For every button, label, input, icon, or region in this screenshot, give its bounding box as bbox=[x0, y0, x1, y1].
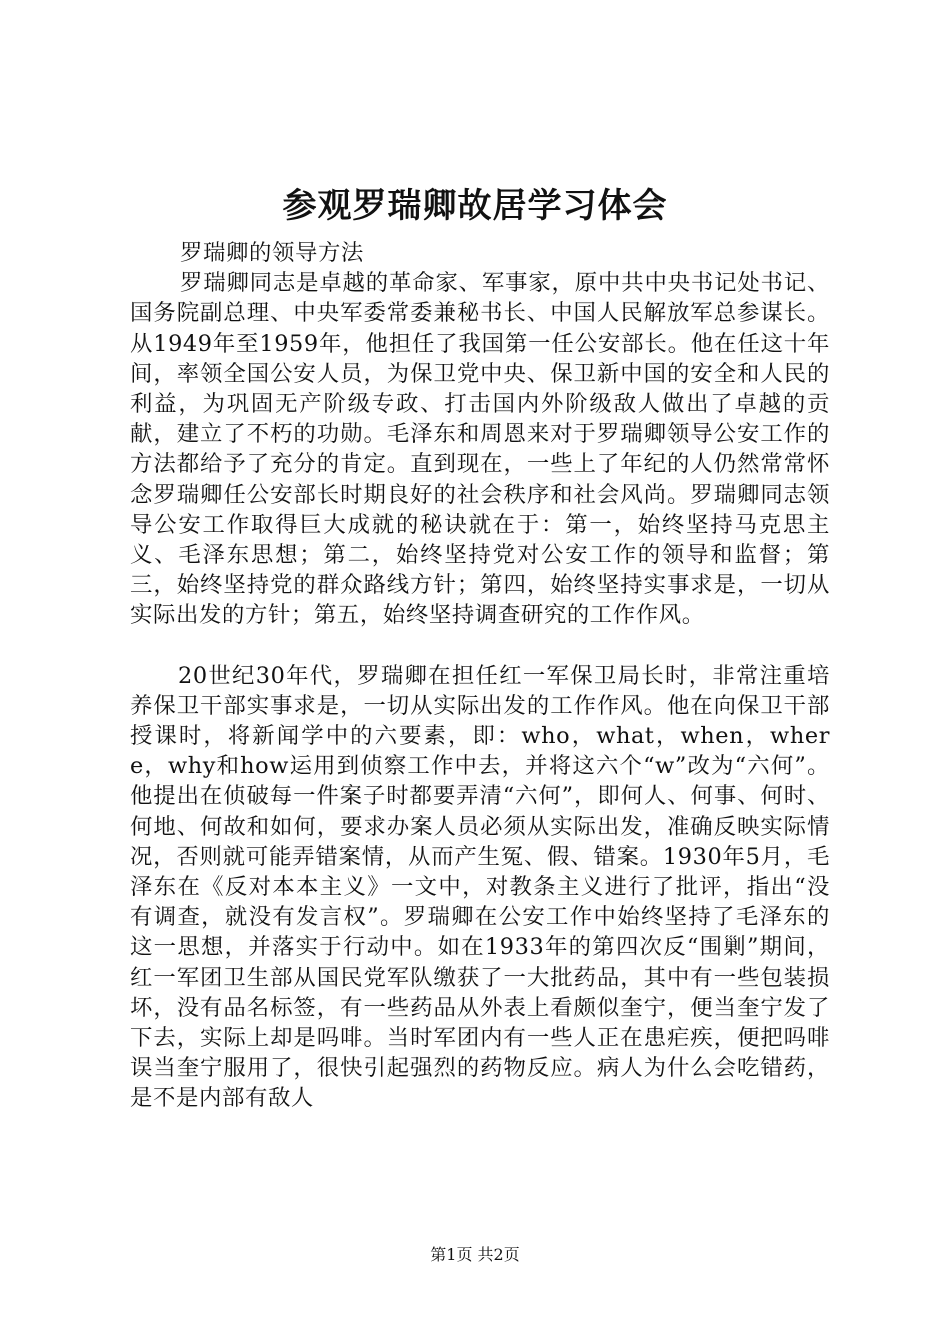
page-footer: 第1页 共2页 bbox=[430, 1245, 520, 1264]
body-paragraph-2: 20世纪30年代，罗瑞卿在担任红一军保卫局长时，非常注重培养保卫干部实事求是，一切从实际出发的工作作风。他在向保卫干部授课时，将新闻学中的六要素，即：who，what，when，where，why和how运用到侦察工作中去，并将这六个“w”改为“六何”。他提出在侦破每一件案子时都要弄清“六何”，即何人、何事、何时、何地、何故和如何，要求办案人员必须从实际出发，准确反映实际情况，否则就可能弄错案情，从而产生冤、假、错案。1930年5月，毛泽东在《反对本本主义》一文中，对教条主义进行了批评，指出“没有调查，就没有发言权”。罗瑞卿在公安工作中始终坚持了毛泽东的这一思想，并落实于行动中。如在1933年的第四次反“围剿”期间，红一军团卫生部从国民党军队缴获了一大批药品，其中有一些包装损坏，没有品名标签，有一些药品从外表上看颇似奎宁，便当奎宁发了下去，实际上却是吗啡。当时军团内有一些人正在患疟疾，便把吗啡误当奎宁服用了，很快引起强烈的药物反应。病人为什么会吃错药，是不是内部有敌人 bbox=[130, 662, 830, 1112]
section-subheading: 罗瑞卿的领导方法 bbox=[180, 240, 364, 266]
body-paragraph-1: 罗瑞卿同志是卓越的革命家、军事家，原中共中央书记处书记、国务院副总理、中央军委常委兼秘书长、中国人民解放军总参谋长。从1949年至1959年，他担任了我国第一任公安部长。他在任这十年间，率领全国公安人员，为保卫党中央、保卫新中国的安全和人民的利益，为巩固无产阶级专政、打击国内外阶级敌人做出了卓越的贡献，建立了不朽的功勋。毛泽东和周恩来对于罗瑞卿领导公安工作的方法都给予了充分的肯定。直到现在，一些上了年纪的人仍然常常怀念罗瑞卿任公安部长时期良好的社会秩序和社会风尚。罗瑞卿同志领导公安工作取得巨大成就的秘诀就在于：第一，始终坚持马克思主义、毛泽东思想；第二，始终坚持党对公安工作的领导和监督；第三，始终坚持党的群众路线方针；第四，始终坚持实事求是，一切从实际出发的方针；第五，始终坚持调查研究的工作作风。 bbox=[130, 270, 830, 629]
document-title: 参观罗瑞卿故居学习体会 bbox=[282, 186, 668, 226]
document-body bbox=[130, 238, 830, 1114]
